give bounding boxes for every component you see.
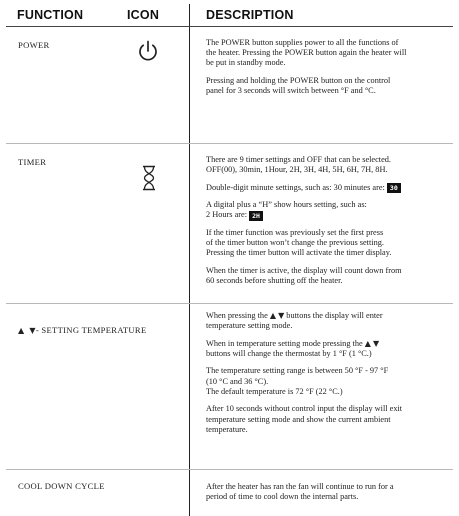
- text-line: temperature.: [206, 424, 248, 434]
- text-line: If the timer function was previously set the first press: [206, 227, 384, 237]
- timer-paragraph: [206, 200, 452, 220]
- text-line: A digital plus a “H” show hours setting, such as:: [206, 200, 367, 210]
- temperature-description: [206, 311, 452, 442]
- function-label: - SETTING TEMPERATURE: [35, 325, 147, 335]
- text-line: period of time to cool down the internal parts.: [206, 492, 359, 502]
- timer-paragraph: [206, 228, 452, 259]
- function-cool-down-cycle: COOL DOWN CYCLE: [18, 481, 105, 491]
- text-line: Pressing the timer button will activate the timer display.: [206, 248, 392, 258]
- text-line: The temperature setting range is between 50 °F - 97 °F: [206, 366, 389, 376]
- text-line: temperature setting mode.: [206, 321, 293, 331]
- function-setting-temperature: [18, 325, 147, 335]
- text-line: When the timer is active, the display will count down from: [206, 265, 402, 275]
- text-line: When pressing the: [206, 311, 268, 320]
- lcd-2h-display: 2H: [249, 211, 263, 221]
- row-divider: [6, 469, 453, 470]
- temperature-paragraph: [206, 404, 452, 435]
- function-power: POWER: [18, 40, 50, 50]
- lcd-30-display: 30: [387, 183, 401, 193]
- down-arrow-icon: ▼: [373, 338, 380, 348]
- column-divider: [189, 4, 190, 516]
- power-description: [206, 38, 452, 104]
- text-line: 60 seconds before shutting off the heater.: [206, 276, 343, 286]
- text-line: be put in standby mode.: [206, 58, 286, 68]
- down-arrow-icon: ▼: [29, 326, 36, 335]
- text-line: There are 9 timer settings and OFF that can be selected.: [206, 155, 392, 164]
- text-line: Pressing and holding the POWER button on the control: [206, 75, 391, 85]
- text-line: temperature setting mode and show the current ambient: [206, 414, 391, 424]
- text-line: OFF(00), 30min, 1Hour, 2H, 3H, 4H, 5H, 6H, 7H, 8H.: [206, 165, 388, 175]
- header-function: FUNCTION: [17, 8, 84, 22]
- power-paragraph: [206, 76, 452, 96]
- text-line: buttons will change the thermostat by 1 °F (1 °C.): [206, 348, 372, 358]
- hourglass-icon: [142, 165, 156, 196]
- text-line: After the heater has ran the fan will continue to run for a: [206, 482, 394, 491]
- up-arrow-icon: ▲: [364, 338, 371, 348]
- text-line: (10 °C and 36 °C).: [206, 376, 269, 386]
- text-line: buttons the display will enter: [286, 311, 383, 320]
- text-line: the heater. Pressing the POWER button again the heater will: [206, 48, 407, 58]
- row-divider: [6, 303, 453, 304]
- text-line: When in temperature setting mode pressing the: [206, 338, 363, 348]
- temperature-paragraph: [206, 311, 452, 331]
- timer-paragraph: [206, 155, 452, 175]
- row-divider: [6, 143, 453, 144]
- timer-paragraph: [206, 266, 452, 286]
- cool-down-description: [206, 482, 452, 510]
- up-arrow-icon: ▲: [269, 311, 276, 320]
- temperature-paragraph: [206, 366, 452, 397]
- text-line: 2 Hours are:: [206, 210, 248, 220]
- power-icon: [136, 39, 160, 68]
- function-timer: TIMER: [18, 157, 47, 167]
- timer-description: [206, 155, 452, 294]
- text-line: The default temperature is 72 °F (22 °C.): [206, 386, 343, 396]
- timer-paragraph: [206, 183, 452, 193]
- temperature-paragraph: [206, 339, 452, 359]
- header-description: DESCRIPTION: [206, 8, 294, 22]
- up-arrow-icon: ▲: [18, 326, 25, 335]
- text-line: After 10 seconds without control input the display will exit: [206, 404, 403, 414]
- down-arrow-icon: ▼: [278, 311, 285, 320]
- header-icon: ICON: [127, 8, 160, 22]
- text-line: The POWER button supplies power to all the functions of: [206, 38, 399, 47]
- power-paragraph: [206, 38, 452, 69]
- text-line: Double-digit minute settings, such as: 30 minutes are:: [206, 182, 385, 192]
- cool-down-paragraph: [206, 482, 452, 502]
- text-line: of the timer button won’t change the previous setting.: [206, 238, 384, 248]
- text-line: panel for 3 seconds will switch between °F and °C.: [206, 86, 376, 96]
- header-divider: [6, 26, 453, 27]
